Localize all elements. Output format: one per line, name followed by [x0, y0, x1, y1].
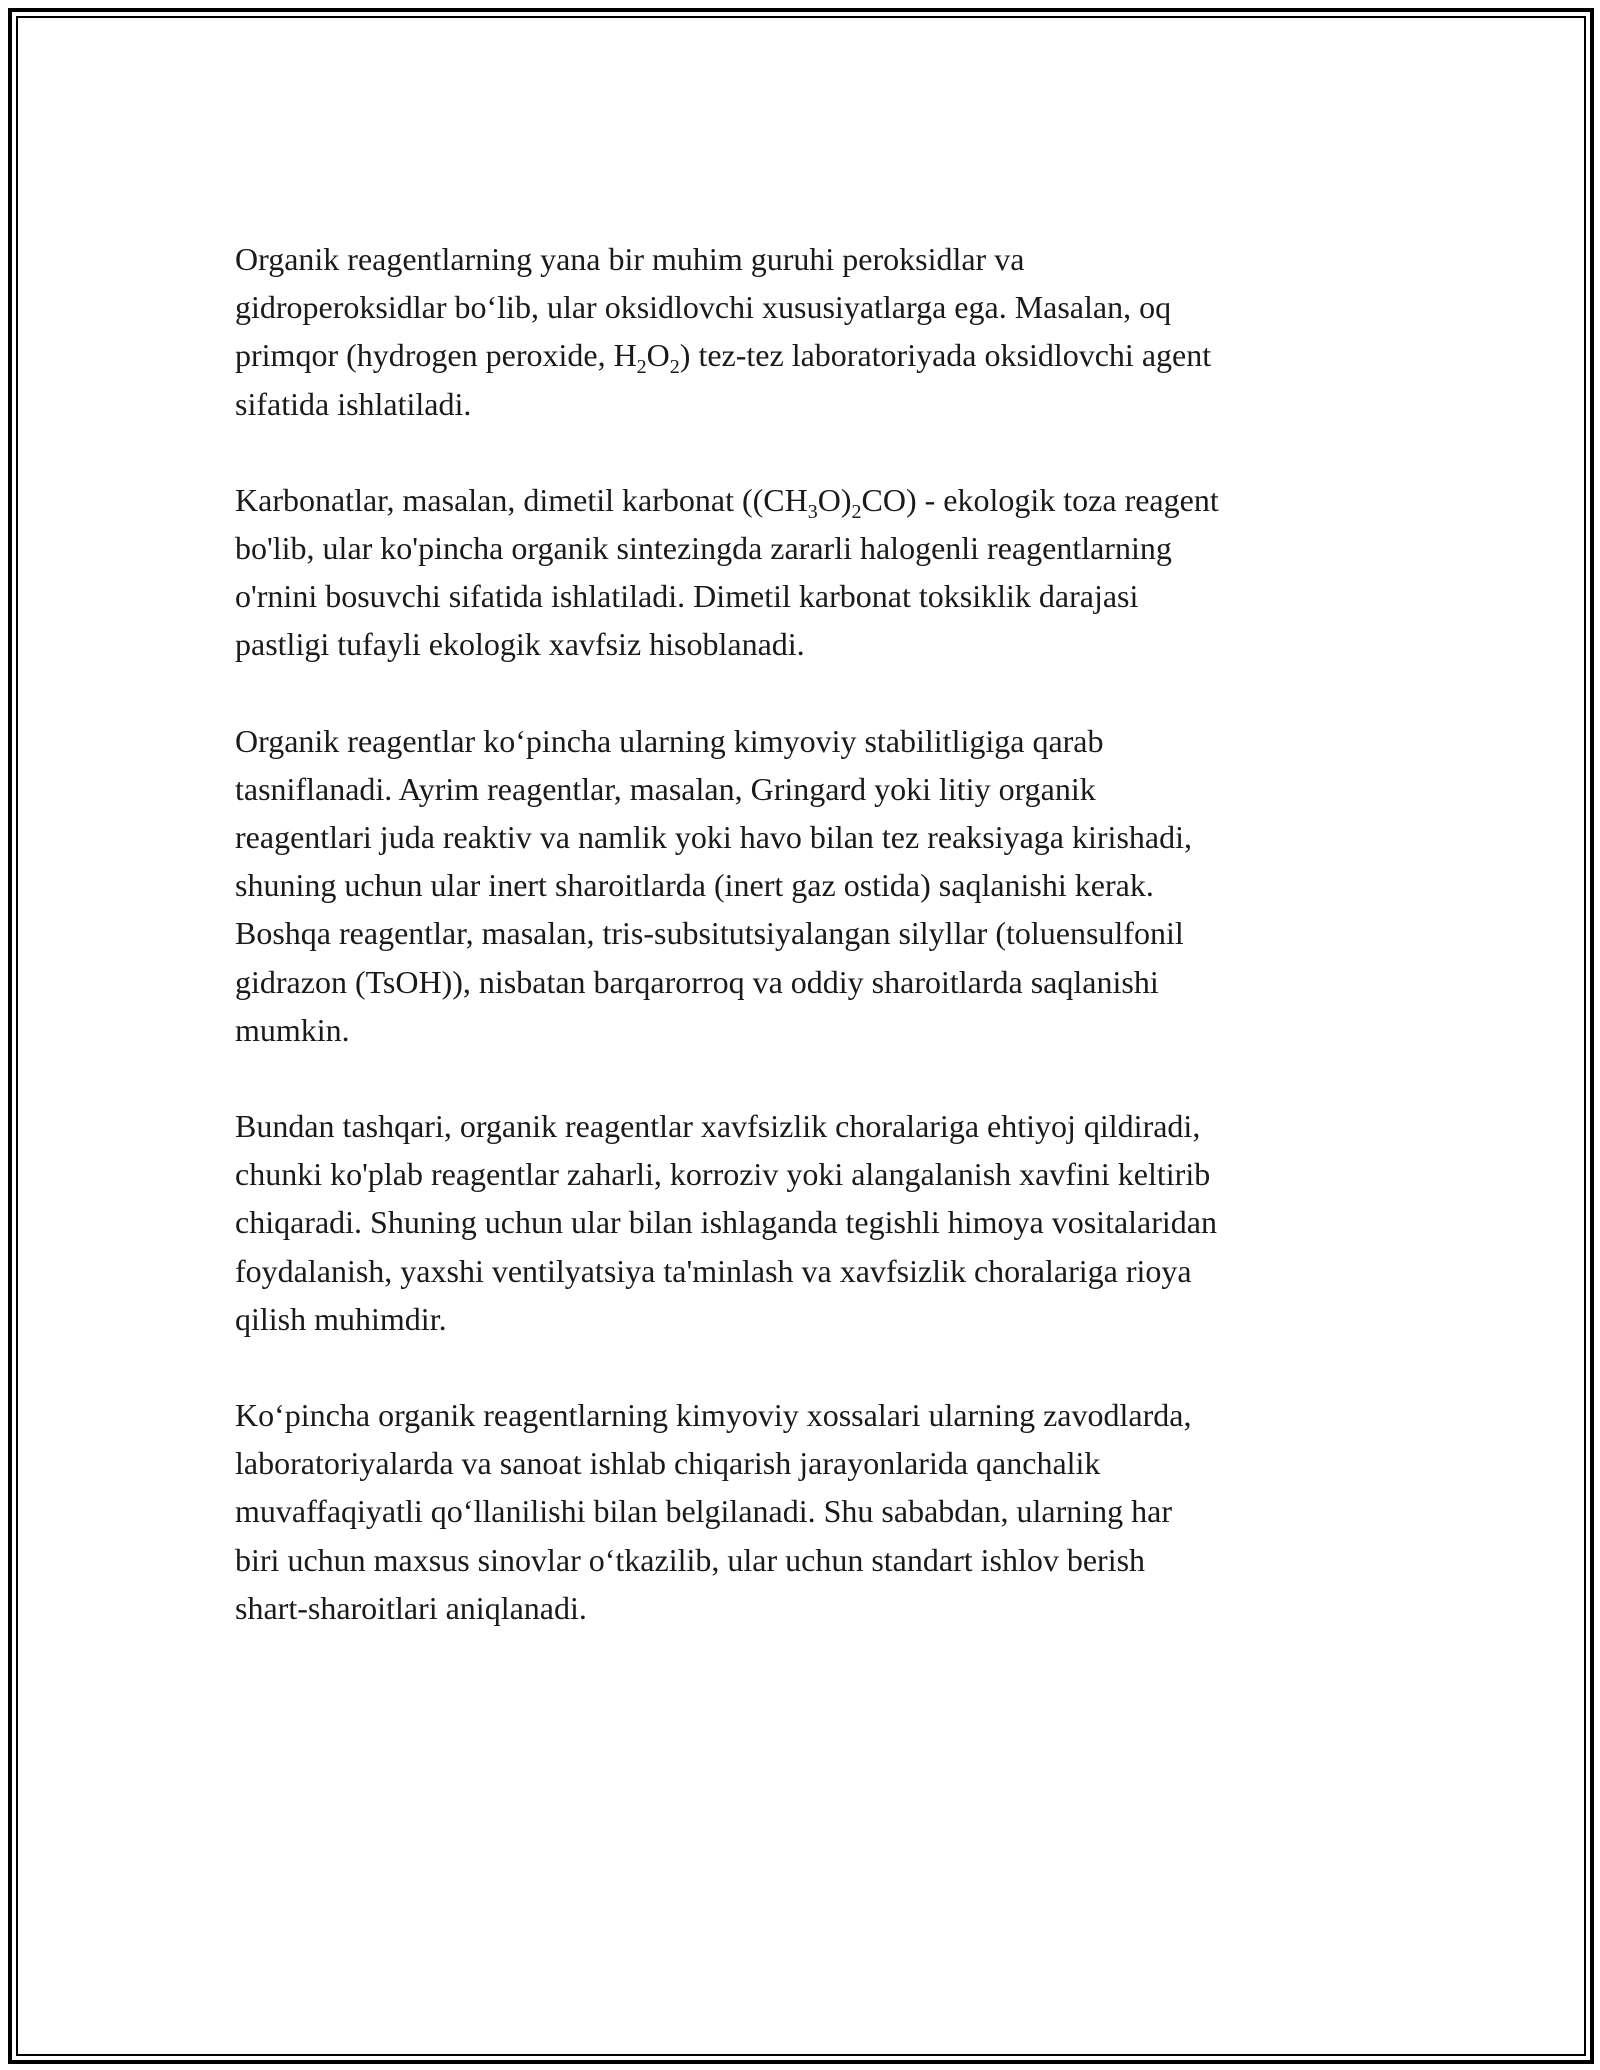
subscript: 2: [636, 356, 647, 379]
document-body: [235, 235, 1375, 1680]
text-line: Organik reagentlarning yana bir muhim guruhi peroksidlar va: [235, 241, 1025, 277]
text-segment: CO) - ekologik toza reagent: [861, 481, 1219, 518]
subscript: 2: [669, 356, 680, 379]
paragraph-carbonates: [235, 476, 1375, 669]
text-line: gidrazon (TsOH)), nisbatan barqarorroq va oddiy sharoitlarda saqlanishi: [235, 963, 1159, 1000]
text-line: o'rnini bosuvchi sifatida ishlatiladi. Dimetil karbonat toksiklik darajasi: [235, 578, 1139, 615]
text-line: shuning uchun ular inert sharoitlarda (inert gaz ostida) saqlanishi kerak.: [235, 867, 1154, 904]
text-line: Bundan tashqari, organik reagentlar xavfsizlik choralariga ehtiyoj qildiradi,: [235, 1108, 1201, 1145]
text-line: shart-sharoitlari aniqlanadi.: [235, 1589, 587, 1626]
text-line: chunki ko'plab reagentlar zaharli, korroziv yoki alangalanish xavfini keltirib: [235, 1156, 1211, 1193]
text-segment: O: [646, 337, 670, 374]
text-line-formula: [235, 476, 1375, 524]
paragraph-properties: [235, 1391, 1375, 1632]
paragraph-peroxides: [235, 235, 1375, 428]
text-line-formula: [235, 331, 1375, 379]
text-line: muvaffaqiyatli qo‘llanilishi bilan belgilanadi. Shu sababdan, ularning har: [235, 1493, 1172, 1530]
text-line: mumkin.: [235, 1011, 350, 1048]
text-line: Boshqa reagentlar, masalan, tris-subsitutsiyalangan silyllar (toluensulfonil: [235, 915, 1184, 952]
subscript: 2: [851, 500, 862, 523]
paragraph-stability: [235, 717, 1375, 1054]
text-line: gidroperoksidlar bo‘lib, ular oksidlovchi xususiyatlarga ega. Masalan, oq: [235, 289, 1172, 326]
text-line: Organik reagentlar ko‘pincha ularning kimyoviy stabilitligiga qarab: [235, 722, 1104, 759]
text-line: reagentlari juda reaktiv va namlik yoki havo bilan tez reaksiyaga kirishadi,: [235, 819, 1192, 856]
text-line: tasniflanadi. Ayrim reagentlar, masalan, Gringard yoki litiy organik: [235, 770, 1096, 807]
text-line: bo'lib, ular ko'pincha organik sintezingda zararli halogenli reagentlarning: [235, 530, 1172, 567]
text-line: pastligi tufayli ekologik xavfsiz hisoblanadi.: [235, 626, 805, 663]
paragraph-safety: [235, 1102, 1375, 1343]
text-line: biri uchun maxsus sinovlar o‘tkazilib, ular uchun standart ishlov berish: [235, 1541, 1146, 1578]
text-line: chiqaradi. Shuning uchun ular bilan ishlaganda tegishli himoya vositalaridan: [235, 1204, 1217, 1241]
text-line: sifatida ishlatiladi.: [235, 385, 472, 422]
text-line: foydalanish, yaxshi ventilyatsiya ta'minlash va xavfsizlik choralariga rioya: [235, 1252, 1192, 1289]
text-line: laboratoriyalarda va sanoat ishlab chiqarish jarayonlarida qanchalik: [235, 1445, 1101, 1482]
text-segment: O): [817, 481, 852, 518]
text-segment: ) tez-tez laboratoriyada oksidlovchi agent: [679, 337, 1212, 374]
text-segment: primqor (hydrogen peroxide, H: [235, 337, 637, 374]
text-line: Ko‘pincha organik reagentlarning kimyoviy xossalari ularning zavodlarda,: [235, 1397, 1192, 1434]
text-line: qilish muhimdir.: [235, 1300, 447, 1337]
subscript: 3: [807, 500, 818, 523]
text-segment: Karbonatlar, masalan, dimetil karbonat ((CH: [235, 481, 808, 518]
